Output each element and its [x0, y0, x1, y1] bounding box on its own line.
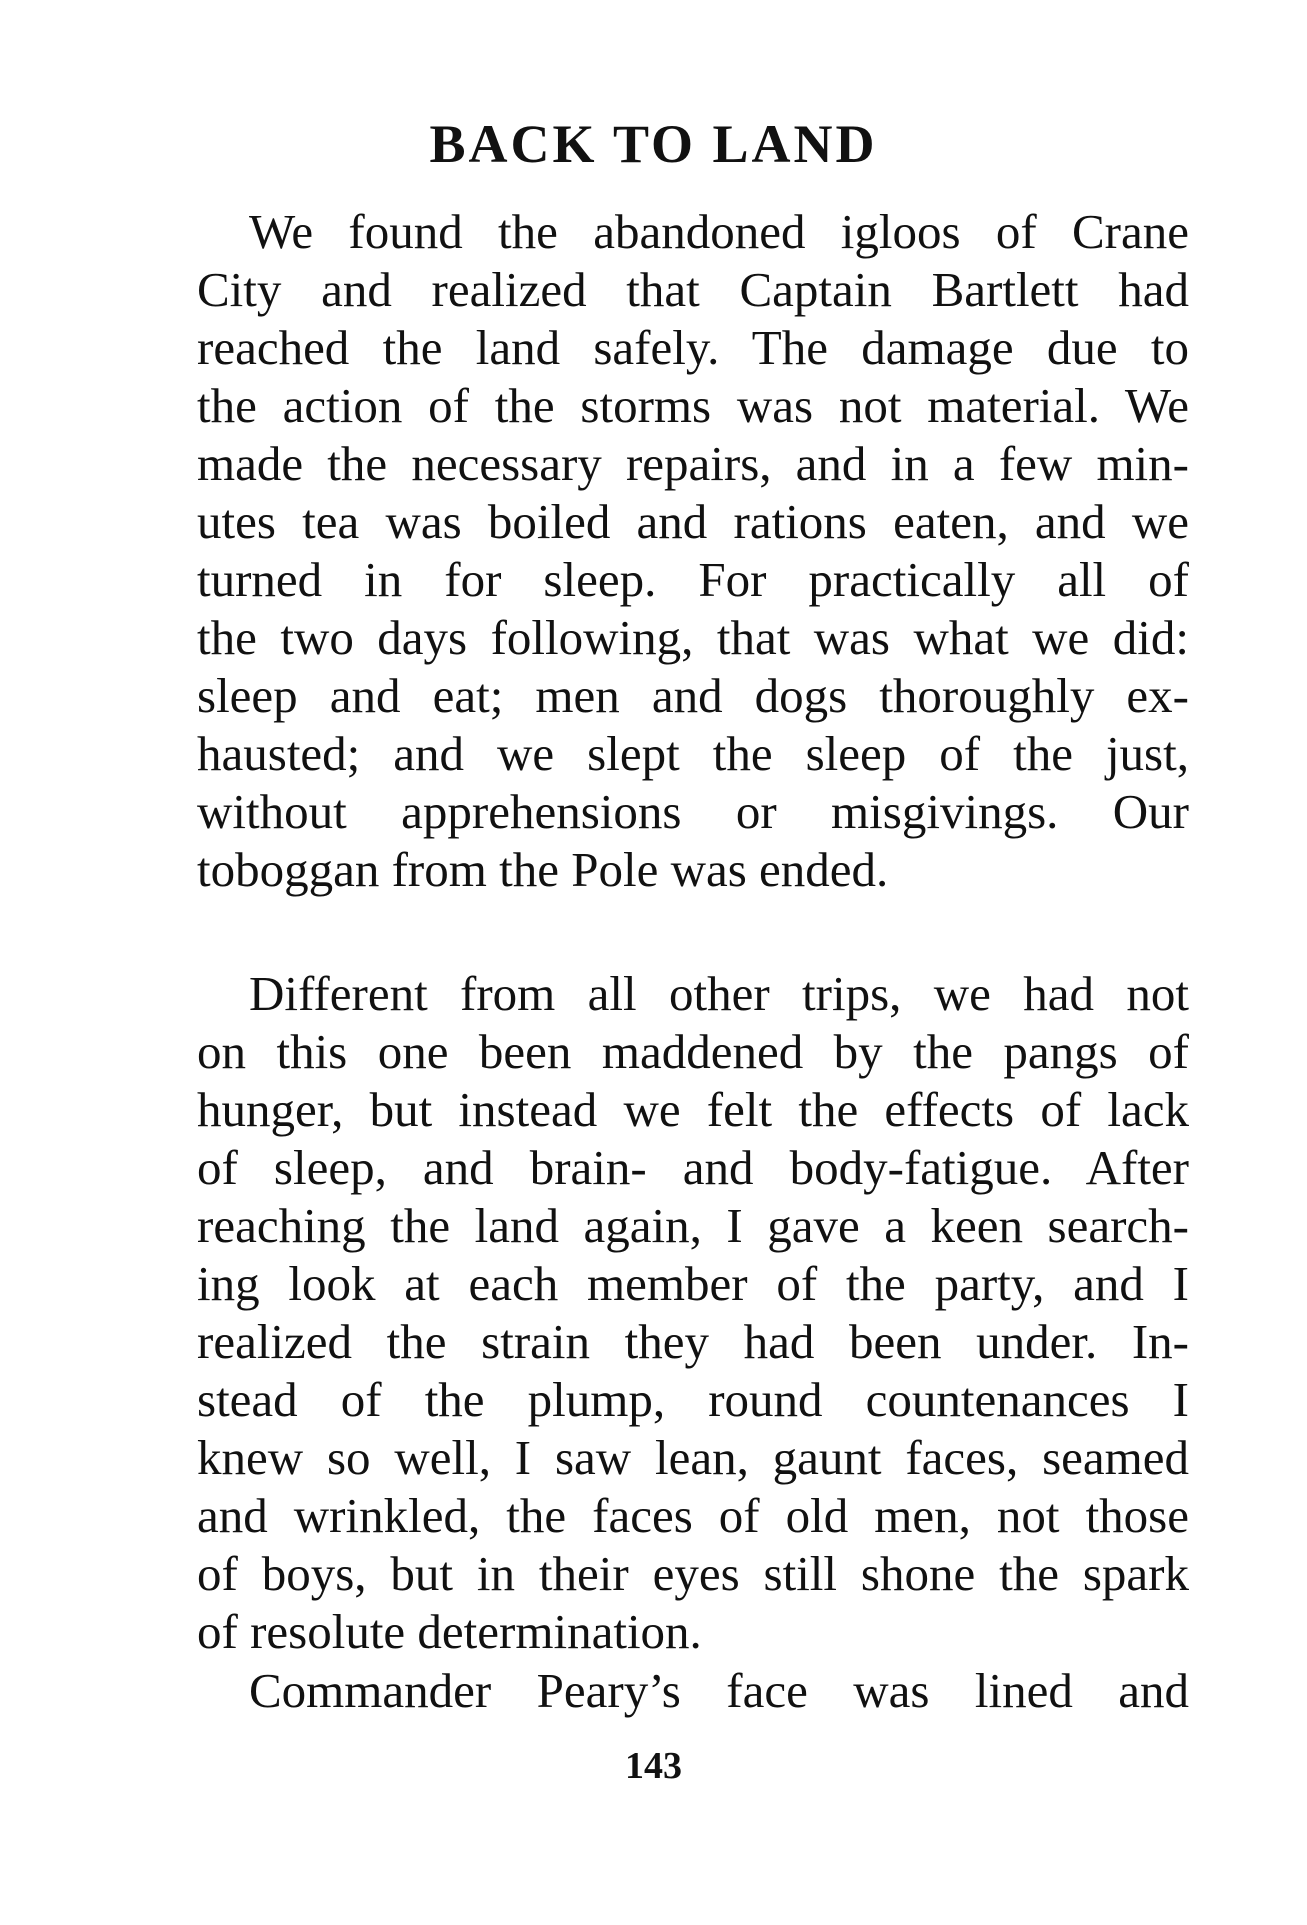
text-line: hunger, but instead we felt the effects of lack [197, 1082, 1189, 1137]
text-line: of sleep, and brain- and body-fatigue. After [197, 1140, 1189, 1195]
page-number: 143 [625, 1745, 682, 1787]
text-line: on this one been maddened by the pangs of [197, 1024, 1189, 1079]
paragraph-3 [197, 1662, 1189, 1720]
text-line: City and realized that Captain Bartlett had [197, 262, 1189, 317]
text-line: sleep and eat; men and dogs thoroughly ex- [197, 668, 1189, 723]
text-line: the two days following, that was what we did: [197, 610, 1189, 665]
text-line: We found the abandoned igloos of Crane [249, 204, 1189, 259]
text-line: turned in for sleep. For practically all of [197, 552, 1189, 607]
text-line: knew so well, I saw lean, gaunt faces, seamed [197, 1430, 1189, 1485]
text-line: ing look at each member of the party, and I [197, 1256, 1189, 1311]
text-line: of boys, but in their eyes still shone the spark [197, 1546, 1189, 1601]
text-line: hausted; and we slept the sleep of the just, [197, 726, 1189, 781]
text-line: stead of the plump, round countenances I [197, 1372, 1189, 1427]
text-line: reaching the land again, I gave a keen search- [197, 1198, 1189, 1253]
text-line: reached the land safely. The damage due to [197, 320, 1189, 375]
text-line: Different from all other trips, we had not [249, 966, 1189, 1021]
text-line: of resolute determination. [197, 1604, 702, 1659]
text-line: utes tea was boiled and rations eaten, and we [197, 494, 1189, 549]
paragraph-1 [197, 203, 1189, 899]
text-line: without apprehensions or misgivings. Our [197, 784, 1189, 839]
text-line: and wrinkled, the faces of old men, not those [197, 1488, 1189, 1543]
text-line: the action of the storms was not material. We [197, 378, 1189, 433]
paragraph-2 [197, 965, 1189, 1661]
text-line: Commander Peary’s face was lined and [249, 1663, 1189, 1718]
text-line: toboggan from the Pole was ended. [197, 842, 889, 897]
text-line: made the necessary repairs, and in a few min- [197, 436, 1189, 491]
text-line: realized the strain they had been under. In- [197, 1314, 1189, 1369]
running-head: BACK TO LAND [429, 114, 878, 174]
